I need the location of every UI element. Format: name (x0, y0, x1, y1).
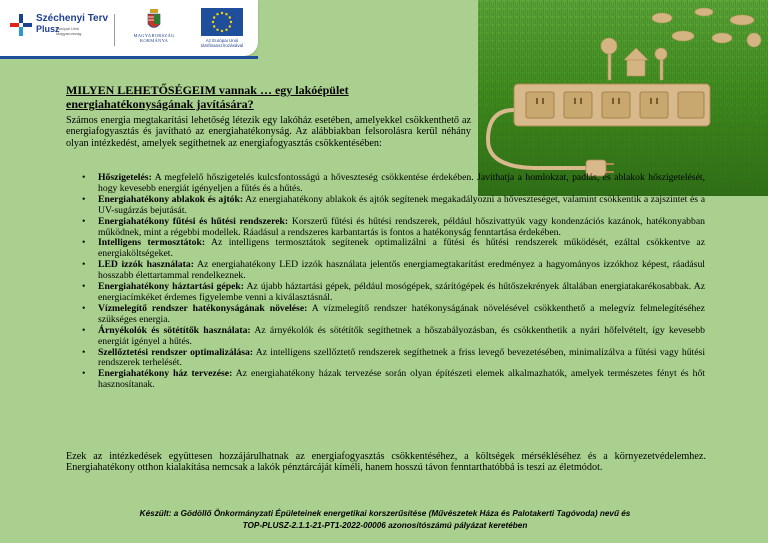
logo-accent-strip (0, 56, 258, 59)
measure-text: Az energiahatékony LED izzók használata jelentős energiamegtakarítást eredményez a hagyományos izzókhoz képest, ráadásul hosszabb élettartammal rendelkeznek. (98, 259, 705, 282)
kormany-label: MAGYARORSZÁG KORMÁNYA (133, 33, 175, 43)
logo-panel (0, 0, 258, 56)
closing-paragraph: Ezek az intézkedések együttesen hozzájárulhatnak az energiafogyasztás csökkentéséhez, a költségek mérsékléséhez és a környezetvédelemhez. Energiahatékony otthon kialakítása nemcsak a lakók pénztárcáját kíméli, hanem hosszú távon fenntarthatóbbá is teszi az életmódot. (66, 451, 706, 474)
measure-term: LED izzók használata: (98, 259, 194, 271)
eu-label: Az Európai Unió társfinanszírozásával (200, 38, 244, 48)
list-item (80, 217, 705, 239)
measure-text: A vízmelegítő rendszer hatékonyságának növelésével csökkenthető a melegvíz felmelegítéséhez szükséges energia. (98, 302, 705, 325)
eco-house-illustration-icon (478, 0, 768, 196)
list-item (80, 238, 705, 260)
page-title: MILYEN LEHETŐSÉGEIM vannak … egy lakóépület energiahatékonyságának javítására? (66, 83, 349, 111)
szechenyi-cross-icon (10, 14, 32, 36)
measure-text: Korszerű fűtési és hűtési rendszerek, például hőszivattyúk vagy kondenzációs kazánok, hatékonyabban működnek, mint a régebbi modellek. Ráadásul a rendszeres karbantartás is fontos a hatékonyság fenntartása érdekében. (98, 215, 705, 238)
measure-term: Intelligens termosztátok: (98, 237, 206, 249)
bullet-icon: • (82, 172, 86, 183)
kormany-logo (126, 9, 182, 53)
list-item (80, 195, 705, 217)
measure-text: Az energiahatékony házak tervezése során olyan építészeti elemek alkalmazhatók, amelyek természetes fényt és hőt hasznosítanak. (98, 368, 705, 391)
szechenyi-tagline: Európai Unió Magyarország (56, 26, 82, 36)
measure-term: Energiahatékony ház tervezése: (98, 368, 233, 380)
bullet-icon: • (82, 281, 86, 293)
measure-term: Szellőztetési rendszer optimalizálása: (98, 346, 254, 358)
bullet-icon: • (82, 302, 86, 314)
measure-text: Az árnyékolók és sötétítők segíthetnek a hőszabályozásban, és csökkenthetik a nyári hőfelvételt, így kevesebb energiát igényel a hűtés. (98, 324, 705, 347)
measure-term: Energiahatékony háztartási gépek: (98, 281, 244, 293)
eu-flag-icon (201, 8, 243, 36)
measure-text: Az intelligens szellőztető rendszerek segíthetnek a friss levegő bevezetésében, minimalizálva a fűtési vagy hűtési rendszerek terhelését. (98, 346, 706, 369)
bullet-icon: • (82, 324, 86, 336)
measure-term: Hőszigetelés: (98, 172, 152, 183)
szechenyi-sub: Plusz (36, 24, 60, 34)
footer-line-2: TOP-PLUSZ-2.1.1-21-PT1-2022-00006 azonosítószámú pályázat keretében (242, 521, 528, 530)
list-item (80, 326, 705, 348)
list-item (80, 348, 705, 370)
szechenyi-title: Széchenyi Terv (36, 13, 109, 24)
measures-list (80, 173, 705, 391)
measure-text: A megfelelő hőszigetelés kulcsfontosságú a hőveszteség csökkentése érdekében. Javíthatja a homlokzat, padlás, és ablakok hőszigetelését, hogy kevesebb energiát igényeljen a fűtés és a hűtés. (98, 172, 705, 194)
measure-text: Az intelligens termosztátok segítenek optimalizálni a fűtési és hűtési rendszerek működését, ezáltal csökkentve az energiaköltségeket. (98, 237, 706, 260)
measure-term: Energiahatékony ablakok és ajtók: (98, 193, 244, 205)
list-item (80, 260, 705, 282)
bullet-icon: • (82, 237, 86, 249)
measure-text: Az energiahatékony ablakok és ajtók segítenek megakadályozni a hőveszteséget, valamint csökkentik a zajszintet és a UV-sugárzás bejutását. (98, 193, 705, 216)
list-item (80, 173, 705, 195)
measure-term: Energiahatékony fűtési és hűtési rendszerek: (98, 215, 289, 227)
list-item (80, 282, 705, 304)
logo-divider (114, 14, 115, 46)
measure-term: Vízmelegítő rendszer hatékonyságának növelése: (98, 302, 308, 314)
szechenyi-terv-logo (10, 12, 109, 48)
bullet-icon: • (82, 193, 86, 205)
bullet-icon: • (82, 346, 86, 358)
intro-paragraph: Számos energia megtakarítási lehetőség létezik egy lakóház esetében, amelyekkel csökkenthető az energiafogyasztás és javítható az energiahatékonyság. Az alábbiakban felsorolásra kerül néhány olyan intézkedést, amelyek segíthetnek az energiafogyasztás csökkentésében: (66, 115, 471, 149)
eu-logo (192, 8, 252, 54)
bullet-icon: • (82, 368, 86, 380)
hero-image (478, 0, 768, 196)
footer-line-1: Készült: a Gödöllő Önkormányzati Épületeinek energetikai korszerűsítése (Művészetek Háza és Palotakerti Tagóvoda) nevű és (139, 509, 631, 518)
list-item (80, 304, 705, 326)
footer-credit (60, 508, 710, 532)
bullet-icon: • (82, 259, 86, 271)
list-item (80, 369, 705, 391)
bullet-icon: • (82, 215, 86, 227)
coat-of-arms-icon (147, 9, 161, 31)
measure-term: Árnyékolók és sötétítők használata: (98, 324, 251, 336)
measure-text: Az újabb háztartási gépek, például mosógépek, szárítógépek és hűtőszekrények általában energiatakarékosabbak. Az energiacímkéket érdemes figyelembe venni a kiválasztásnál. (98, 281, 705, 303)
